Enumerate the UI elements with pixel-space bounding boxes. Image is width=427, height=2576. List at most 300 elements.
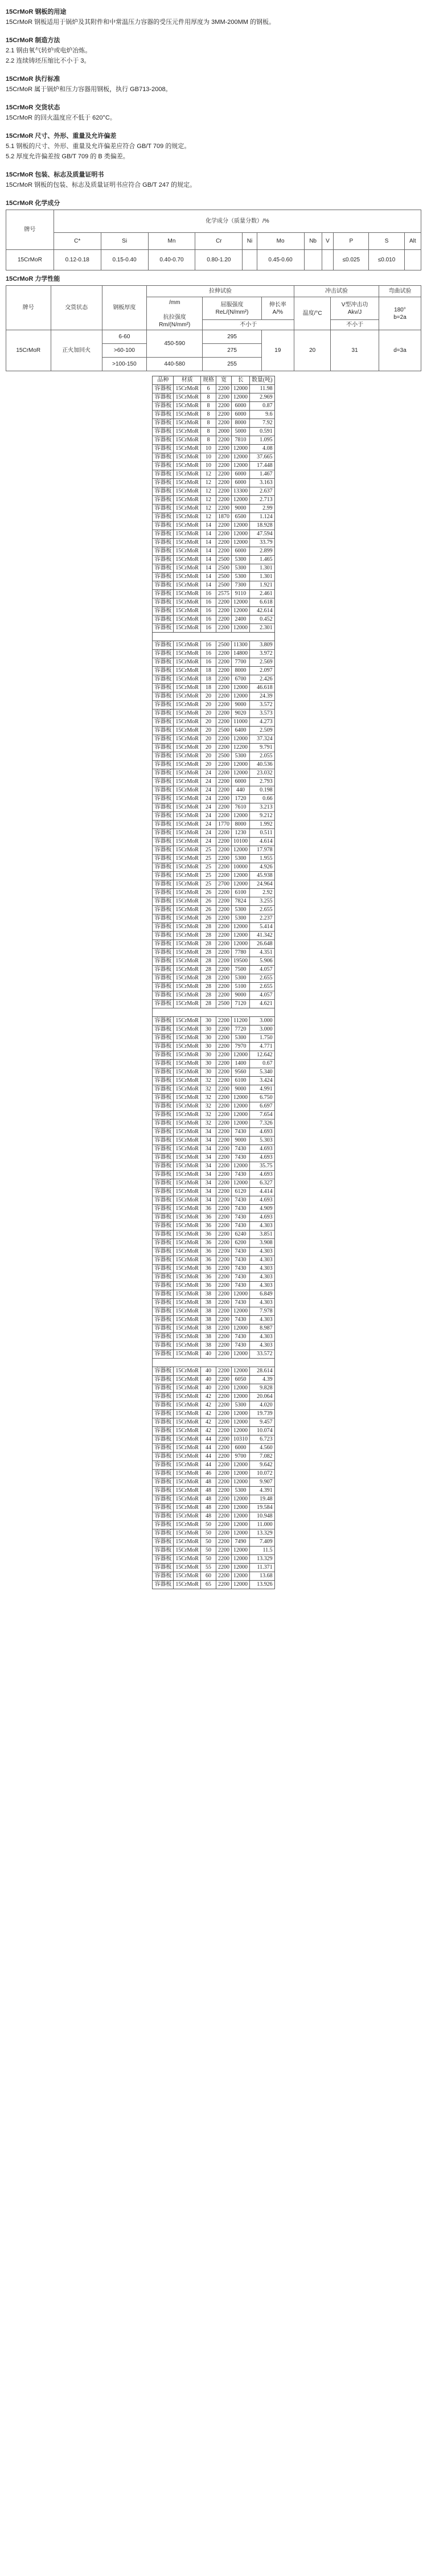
table-cell: 15CrMoR [174,675,201,684]
table-cell: 34 [200,1188,216,1196]
table-row [153,1444,274,1453]
table-cell: 6240 [231,1230,249,1239]
table-cell: 42 [200,1427,216,1435]
table-cell: 34 [200,1171,216,1179]
table-cell: 容器板 [153,752,174,761]
table-cell: 4.303 [249,1273,274,1282]
table-cell: 12000 [231,940,249,949]
chem-brand-label: 牌号 [6,210,54,250]
chem-title: 15CrMoR 化学成分 [6,200,60,207]
table-cell: 15CrMoR [174,1094,201,1102]
table-cell: 2200 [216,1367,231,1376]
table-cell: 38 [200,1299,216,1307]
table-cell: 2200 [216,1119,231,1128]
table-row [153,769,274,778]
table-cell: 0.591 [249,428,274,436]
table-cell: 2200 [216,966,231,974]
table-cell: 容器板 [153,1222,174,1230]
table-row [153,1478,274,1487]
table-cell: 2200 [216,487,231,496]
text-sections [6,8,421,196]
table-cell: 2200 [216,385,231,393]
table-row [153,411,274,419]
table-cell: 6000 [231,479,249,487]
table-row [153,812,274,821]
table-row [153,564,274,573]
table-cell: 容器板 [153,889,174,897]
table-cell: 容器板 [153,906,174,914]
table-cell: 9000 [231,991,249,1000]
chem-value: ≤0.010 [369,250,404,270]
table-cell: 2200 [216,1094,231,1102]
table-cell: 7430 [231,1205,249,1213]
table-cell: 2200 [216,1102,231,1111]
table-cell: 15CrMoR [174,1145,201,1154]
table-cell: 容器板 [153,1470,174,1478]
table-cell: 15CrMoR [174,556,201,564]
table-cell: 15CrMoR [174,1034,201,1043]
table-cell: 2200 [216,1324,231,1333]
table-cell: 容器板 [153,701,174,709]
table-cell: 7.326 [249,1119,274,1128]
table-cell: 2200 [216,650,231,658]
table-cell: 容器板 [153,786,174,795]
table-cell: 6000 [231,1444,249,1453]
table-cell: 32 [200,1119,216,1128]
table-cell: 2200 [216,1282,231,1290]
table-cell: 4.303 [249,1248,274,1256]
table-row [153,445,274,453]
table-row [153,547,274,556]
table-row [153,1026,274,1034]
table-cell: 2200 [216,1034,231,1043]
table-cell: 4.303 [249,1333,274,1342]
table-cell: 2200 [216,983,231,991]
table-cell: 容器板 [153,949,174,957]
section-heading: 15CrMoR 制造方法 [6,37,60,44]
table-cell: 2200 [216,692,231,701]
table-cell: 2.92 [249,889,274,897]
table-cell: 2200 [216,1085,231,1094]
table-cell: 容器板 [153,522,174,530]
chem-value [404,250,421,270]
table-cell: 2200 [216,1256,231,1265]
table-cell: 0.511 [249,829,274,838]
table-cell: 2200 [216,1555,231,1564]
table-cell: 7500 [231,966,249,974]
table-cell: 11.000 [249,1521,274,1529]
table-row [153,658,274,667]
table-cell: 3.213 [249,803,274,812]
table-cell: 15CrMoR [174,940,201,949]
table-cell: 容器板 [153,795,174,803]
table-cell: 50 [200,1555,216,1564]
table-cell: 8000 [231,667,249,675]
table-row [153,880,274,889]
table-cell: 2200 [216,1350,231,1359]
table-cell: 4.303 [249,1316,274,1324]
table-cell: 3.572 [249,701,274,709]
mech-temp-label: 温度/°C [294,297,331,330]
table-cell: 容器板 [153,1282,174,1290]
table-cell: 容器板 [153,761,174,769]
table-cell: 容器板 [153,1512,174,1521]
table-cell: 12000 [231,1094,249,1102]
table-cell: 34 [200,1196,216,1205]
table-cell: 2200 [216,1453,231,1461]
table-row [153,428,274,436]
table-cell: 15CrMoR [174,1051,201,1060]
table-cell: 6200 [231,1239,249,1248]
table-cell: 9020 [231,709,249,718]
table-cell: 40.536 [249,761,274,769]
table-cell: 2200 [216,453,231,462]
table-cell: 2200 [216,598,231,607]
table-cell: 容器板 [153,829,174,838]
table-cell: 容器板 [153,1196,174,1205]
table-cell: 38 [200,1324,216,1333]
table-row [153,863,274,872]
table-cell: 容器板 [153,1401,174,1410]
table-cell: 容器板 [153,496,174,504]
table-row [153,1461,274,1470]
table-cell: 14 [200,530,216,539]
table-cell: 30 [200,1051,216,1060]
table-cell: 2200 [216,803,231,812]
mech-brand-value: 15CrMoR [6,330,51,371]
table-cell: 2.569 [249,658,274,667]
table-cell: 容器板 [153,428,174,436]
table-cell: 15CrMoR [174,470,201,479]
stock-header: 长 [231,376,249,385]
table-cell: 15CrMoR [174,1000,201,1008]
table-cell: 0.67 [249,1060,274,1068]
table-cell: 2200 [216,658,231,667]
table-cell: 容器板 [153,1043,174,1051]
table-cell: 15CrMoR [174,838,201,846]
table-row [153,650,274,658]
mech-kv-value: 31 [331,330,379,371]
table-cell: 容器板 [153,1137,174,1145]
table-cell: 容器板 [153,1342,174,1350]
table-cell: 15CrMoR [174,650,201,658]
table-cell: 2.713 [249,496,274,504]
table-cell: 12000 [231,1418,249,1427]
table-cell: 2200 [216,1444,231,1453]
table-cell: 20 [200,727,216,735]
table-cell: 2200 [216,1222,231,1230]
table-row [153,496,274,504]
table-cell: 16 [200,658,216,667]
table-cell: 28 [200,991,216,1000]
table-cell: 48 [200,1504,216,1512]
table-cell: 24 [200,803,216,812]
table-cell: 10 [200,445,216,453]
table-cell: 28 [200,1000,216,1008]
table-cell: 42.614 [249,607,274,616]
table-cell: 15CrMoR [174,769,201,778]
table-cell: 15CrMoR [174,547,201,556]
table-cell: 42 [200,1418,216,1427]
table-row [153,1137,274,1145]
table-cell: 15CrMoR [174,761,201,769]
table-cell: 容器板 [153,1188,174,1196]
table-row [153,1162,274,1171]
table-cell: 4.771 [249,1043,274,1051]
table-cell: 33.572 [249,1350,274,1359]
table-cell: 2200 [216,829,231,838]
table-cell: 20.064 [249,1393,274,1401]
table-row [153,1128,274,1137]
table-cell: 14800 [231,650,249,658]
table-cell: 9110 [231,590,249,598]
table-cell: 15CrMoR [174,1205,201,1213]
table-cell: 2200 [216,445,231,453]
table-cell: 2200 [216,735,231,744]
table-cell: 12000 [231,393,249,402]
table-row [153,1529,274,1538]
table-cell: 12000 [231,1290,249,1299]
table-cell: 2200 [216,872,231,880]
table-cell: 容器板 [153,462,174,470]
table-cell: 2200 [216,1299,231,1307]
table-cell: 15CrMoR [174,616,201,624]
table-row [153,1376,274,1384]
table-cell: 30 [200,1034,216,1043]
table-cell: 2200 [216,778,231,786]
table-cell: 19.48 [249,1495,274,1504]
table-cell: 18 [200,684,216,692]
table-row [153,1000,274,1008]
table-cell: 15CrMoR [174,479,201,487]
table-cell: 容器板 [153,667,174,675]
table-cell: 5300 [231,855,249,863]
mech-thickness-2: >60-100 [102,344,146,358]
table-cell: 容器板 [153,983,174,991]
table-cell: 1230 [231,829,249,838]
table-cell: 7970 [231,1043,249,1051]
table-cell: 2200 [216,1316,231,1324]
table-cell: 12000 [231,692,249,701]
table-cell: 20 [200,701,216,709]
table-cell: 15CrMoR [174,872,201,880]
table-cell: 5.414 [249,923,274,932]
table-cell: 15CrMoR [174,385,201,393]
table-cell: 5300 [231,556,249,564]
table-cell: 2200 [216,906,231,914]
table-cell: 2.969 [249,393,274,402]
table-cell: 15CrMoR [174,786,201,795]
table-cell: 12000 [231,1529,249,1538]
table-cell: 2200 [216,974,231,983]
table-cell: 容器板 [153,1435,174,1444]
table-cell: 6000 [231,411,249,419]
table-cell: 23.032 [249,769,274,778]
table-cell: 容器板 [153,1162,174,1171]
table-cell: 15CrMoR [174,966,201,974]
table-cell: 2200 [216,547,231,556]
table-cell: 2.426 [249,675,274,684]
table-row [153,1196,274,1205]
table-cell: 4.303 [249,1342,274,1350]
table-cell: 25 [200,880,216,889]
table-cell: 15CrMoR [174,564,201,573]
table-cell: 28 [200,966,216,974]
table-cell: 容器板 [153,974,174,983]
table-cell: 6000 [231,402,249,411]
table-cell: 28 [200,932,216,940]
table-cell: 5300 [231,1487,249,1495]
table-cell: 34 [200,1154,216,1162]
mech-rel-label: 屈服强度 ReL/(N/mm²) [203,297,261,320]
table-cell: 26 [200,906,216,914]
table-cell: 容器板 [153,1085,174,1094]
table-cell: 1.921 [249,581,274,590]
table-cell: 容器板 [153,1384,174,1393]
table-cell: 容器板 [153,914,174,923]
table-cell: 14 [200,522,216,530]
table-cell: 容器板 [153,513,174,522]
stock-table [152,376,274,1589]
table-cell: 2200 [216,1111,231,1119]
mech-rm-3: 440-580 [146,358,203,371]
table-cell: 16 [200,598,216,607]
table-cell: 38 [200,1290,216,1299]
table-cell: 15CrMoR [174,658,201,667]
table-cell: 26.648 [249,940,274,949]
table-row [153,957,274,966]
table-row [153,667,274,675]
table-cell: 4.351 [249,949,274,957]
table-cell: 1.750 [249,1034,274,1043]
table-cell: 12000 [231,1384,249,1393]
table-row [153,1256,274,1265]
table-cell: 12200 [231,744,249,752]
table-cell: 2200 [216,1137,231,1145]
table-cell: 5.340 [249,1068,274,1077]
table-cell: 2.899 [249,547,274,556]
table-cell: 3.908 [249,1239,274,1248]
table-cell: 15CrMoR [174,684,201,692]
table-cell: 15CrMoR [174,487,201,496]
table-cell: 容器板 [153,940,174,949]
table-cell: 15CrMoR [174,863,201,872]
table-cell: 15CrMoR [174,821,201,829]
table-cell: 容器板 [153,453,174,462]
table-cell: 32 [200,1102,216,1111]
table-row [153,709,274,718]
table-row [153,838,274,846]
table-cell: 15CrMoR [174,411,201,419]
table-cell: 2200 [216,761,231,769]
table-cell: 15CrMoR [174,436,201,445]
table-cell: 2200 [216,1512,231,1521]
table-cell: 48 [200,1487,216,1495]
table-row [153,462,274,470]
mech-thickness-label: 钢板厚度 [102,286,146,330]
table-cell: 17.978 [249,846,274,855]
table-cell: 2200 [216,411,231,419]
table-cell: 15CrMoR [174,778,201,786]
table-cell: 15CrMoR [174,1213,201,1222]
table-cell: 2200 [216,940,231,949]
table-cell: 2.655 [249,983,274,991]
table-cell: 15CrMoR [174,1333,201,1342]
table-cell: 7300 [231,581,249,590]
table-cell: 容器板 [153,402,174,411]
table-cell: 4.926 [249,863,274,872]
table-cell: 12000 [231,539,249,547]
table-cell: 9.828 [249,1384,274,1393]
table-cell: 15CrMoR [174,923,201,932]
table-cell: 6.750 [249,1094,274,1102]
table-cell: 37.665 [249,453,274,462]
table-cell: 12000 [231,1410,249,1418]
table-cell: 15CrMoR [174,855,201,863]
table-cell: 15CrMoR [174,402,201,411]
table-cell: 容器板 [153,1581,174,1589]
table-cell: 12000 [231,1427,249,1435]
table-row [153,1564,274,1572]
table-row [153,1094,274,1102]
table-cell: 1770 [216,821,231,829]
mech-title: 15CrMoR 力学性能 [6,276,60,282]
table-row [153,744,274,752]
table-row [153,1435,274,1444]
table-row [153,1282,274,1290]
table-cell: 2200 [216,1461,231,1470]
table-row [153,1222,274,1230]
table-cell: 4.693 [249,1213,274,1222]
table-cell: 28 [200,949,216,957]
table-cell: 33.79 [249,539,274,547]
table-cell: 7720 [231,1026,249,1034]
table-cell: 15CrMoR [174,795,201,803]
table-cell: 30 [200,1043,216,1051]
table-cell: 15CrMoR [174,393,201,402]
table-cell: 15CrMoR [174,445,201,453]
section-heading: 15CrMoR 包装、标志及质量证明书 [6,171,104,178]
table-cell: 8 [200,428,216,436]
table-cell: 10100 [231,838,249,846]
table-cell: 15CrMoR [174,624,201,633]
table-cell: 14 [200,547,216,556]
table-row [153,1470,274,1478]
table-cell: 44 [200,1461,216,1470]
table-cell: 2200 [216,718,231,727]
chem-value: 0.12-0.18 [54,250,101,270]
section-paragraph: 15CrMoR 的回火温度应不低于 620°C。 [6,114,116,121]
table-cell: 24 [200,769,216,778]
table-row [153,1538,274,1547]
table-cell: 50 [200,1521,216,1529]
table-cell: 12000 [231,1572,249,1581]
table-cell: 12000 [231,530,249,539]
table-cell: 2200 [216,932,231,940]
table-cell: 4.08 [249,445,274,453]
table-row [153,1034,274,1043]
table-cell: 1.301 [249,564,274,573]
table-cell: 15CrMoR [174,880,201,889]
table-cell: 7120 [231,1000,249,1008]
table-cell: 2200 [216,923,231,932]
table-row [153,1119,274,1128]
table-cell: 7.92 [249,419,274,428]
table-cell: 2200 [216,957,231,966]
chem-col-header: Mo [257,233,304,250]
table-cell: 2200 [216,949,231,957]
stock-header: 规格 [200,376,216,385]
